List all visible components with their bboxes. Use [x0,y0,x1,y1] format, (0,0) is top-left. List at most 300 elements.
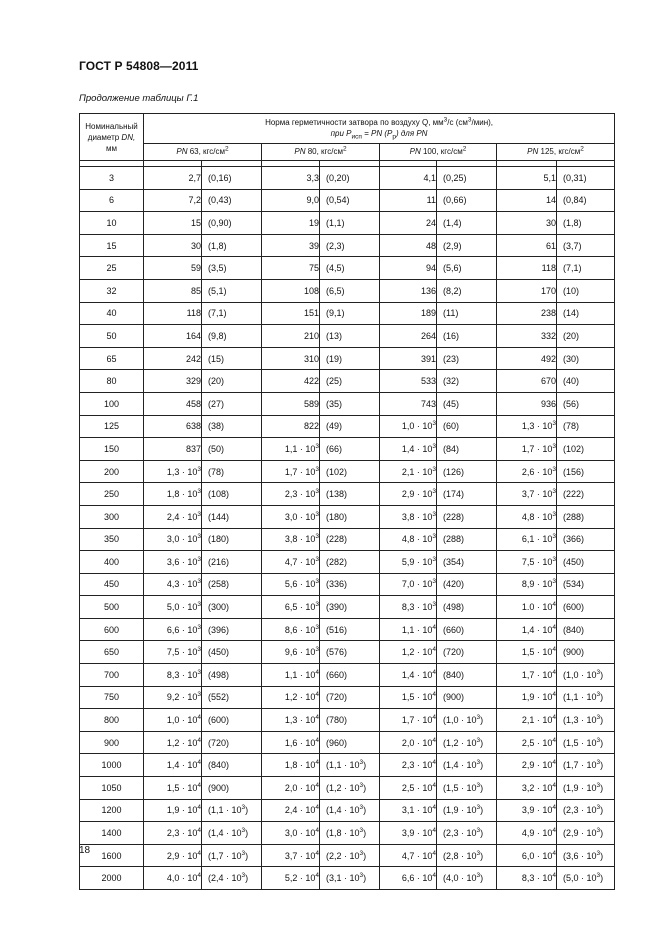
cell-leak-cm3min: (0,25) [437,167,497,190]
cell-leak-cm3min: $(2,4 \cdot 10^3)$ [202,867,262,890]
cell-leak-cm3min: $(3,1 \cdot 10^3)$ [320,867,380,890]
cell-leak-cm3min: (9,8) [202,325,262,348]
cell-leak-mm3s: $8,3 \cdot 10^3$ [144,664,202,687]
cell-leak-mm3s: 19 [262,212,320,235]
cell-leak-mm3s: 9,0 [262,189,320,212]
cell-leak-cm3min: (216) [202,551,262,574]
header-pn-column: PN 80, кгс/$см^2$ [262,143,380,160]
table-row [80,551,615,574]
cell-leak-cm3min: (534) [557,573,615,596]
table-row [80,822,615,845]
cell-leak-mm3s: 638 [144,415,202,438]
table-row [80,731,615,754]
cell-leak-mm3s: 61 [497,234,557,257]
cell-leak-cm3min: (288) [437,528,497,551]
cell-leak-cm3min: (35) [320,392,380,415]
cell-leak-mm3s: $2,1 \cdot 10^3$ [380,460,437,483]
cell-leak-cm3min: (720) [320,686,380,709]
table-row [80,279,615,302]
cell-leak-mm3s: $1,4 \cdot 10^3$ [380,438,437,461]
cell-leak-cm3min: (390) [320,596,380,619]
table-row [80,212,615,235]
cell-leak-cm3min: (13) [320,325,380,348]
cell-leak-cm3min: $(1,2 \cdot 10^3)$ [320,777,380,800]
cell-leak-mm3s: $1,2 \cdot 10^4$ [144,731,202,754]
table-row [80,709,615,732]
cell-dn: 80 [80,370,144,393]
cell-leak-cm3min: (282) [320,551,380,574]
cell-leak-mm3s: $2,4 \cdot 10^4$ [262,799,320,822]
cell-leak-cm3min: (420) [437,573,497,596]
cell-leak-mm3s: 238 [497,302,557,325]
cell-leak-mm3s: 14 [497,189,557,212]
cell-leak-cm3min: (180) [202,528,262,551]
cell-dn: 100 [80,392,144,415]
cell-leak-cm3min: $(1,4 \cdot 10^3)$ [202,822,262,845]
cell-leak-cm3min: (840) [437,664,497,687]
table-row [80,167,615,190]
cell-leak-cm3min: $(1,1 \cdot 10^3)$ [557,686,615,709]
cell-leak-cm3min: $(1,9 \cdot 10^3)$ [557,777,615,800]
cell-leak-cm3min: $(5,0 \cdot 10^3)$ [557,867,615,890]
cell-leak-mm3s: $4,8 \cdot 10^3$ [380,528,437,551]
cell-leak-cm3min: (900) [557,641,615,664]
table-row [80,460,615,483]
cell-leak-mm3s: $5,0 \cdot 10^3$ [144,596,202,619]
cell-dn: 32 [80,279,144,302]
cell-leak-cm3min: (288) [557,505,615,528]
cell-leak-mm3s: 332 [497,325,557,348]
cell-leak-cm3min: (2,3) [320,234,380,257]
cell-dn: 10 [80,212,144,235]
cell-leak-cm3min: (366) [557,528,615,551]
cell-dn: 15 [80,234,144,257]
cell-leak-mm3s: 458 [144,392,202,415]
cell-leak-mm3s: $1,5 \cdot 10^4$ [497,641,557,664]
cell-leak-cm3min: (900) [202,777,262,800]
cell-leak-mm3s: 242 [144,347,202,370]
cell-leak-mm3s: $1,4 \cdot 10^4$ [380,664,437,687]
cell-leak-mm3s: $1,5 \cdot 10^4$ [144,777,202,800]
cell-leak-cm3min: (0,31) [557,167,615,190]
table-row [80,234,615,257]
cell-leak-mm3s: $1,7 \cdot 10^4$ [380,709,437,732]
table-row [80,415,615,438]
cell-leak-mm3s: $1,2 \cdot 10^4$ [262,686,320,709]
cell-leak-cm3min: (144) [202,505,262,528]
cell-leak-cm3min: (20) [202,370,262,393]
cell-leak-mm3s: 2,7 [144,167,202,190]
cell-leak-mm3s: $1,7 \cdot 10^3$ [262,460,320,483]
cell-leak-cm3min: (60) [437,415,497,438]
cell-leak-mm3s: $3,0 \cdot 10^3$ [262,505,320,528]
table-row [80,528,615,551]
cell-leak-mm3s: $6,1 \cdot 10^3$ [497,528,557,551]
header-pn-column: PN 125, кгс/$см^2$ [497,143,615,160]
table-row [80,189,615,212]
cell-leak-mm3s: 164 [144,325,202,348]
cell-leak-cm3min: (450) [557,551,615,574]
table-row [80,347,615,370]
cell-leak-mm3s: $2,9 \cdot 10^3$ [380,483,437,506]
cell-leak-mm3s: $3,9 \cdot 10^4$ [497,799,557,822]
table-row [80,325,615,348]
cell-leak-mm3s: $9,6 \cdot 10^3$ [262,641,320,664]
cell-leak-cm3min: (1,4) [437,212,497,235]
cell-leak-cm3min: (3,5) [202,257,262,280]
cell-leak-mm3s: 75 [262,257,320,280]
cell-leak-cm3min: (0,90) [202,212,262,235]
cell-leak-cm3min: (138) [320,483,380,506]
cell-dn: 40 [80,302,144,325]
cell-dn: 1600 [80,844,144,867]
cell-leak-mm3s: $2,0 \cdot 10^4$ [380,731,437,754]
cell-leak-cm3min: $(3,6 \cdot 10^3)$ [557,844,615,867]
cell-leak-mm3s: $3,7 \cdot 10^4$ [262,844,320,867]
cell-leak-mm3s: 151 [262,302,320,325]
cell-leak-cm3min: (228) [437,505,497,528]
cell-leak-cm3min: (102) [557,438,615,461]
cell-leak-cm3min: (9,1) [320,302,380,325]
cell-leak-mm3s: $1,9 \cdot 10^4$ [144,799,202,822]
cell-dn: 250 [80,483,144,506]
cell-dn: 200 [80,460,144,483]
cell-leak-mm3s: $1,1 \cdot 10^4$ [380,618,437,641]
cell-leak-mm3s: 670 [497,370,557,393]
cell-dn: 3 [80,167,144,190]
table-row [80,392,615,415]
cell-dn: 50 [80,325,144,348]
cell-leak-mm3s: $6,6 \cdot 10^4$ [380,867,437,890]
cell-leak-mm3s: $4,8 \cdot 10^3$ [497,505,557,528]
cell-leak-cm3min: (78) [202,460,262,483]
cell-leak-mm3s: 94 [380,257,437,280]
cell-leak-mm3s: $7,0 \cdot 10^3$ [380,573,437,596]
cell-leak-mm3s: 48 [380,234,437,257]
cell-leak-cm3min: $(1,2 \cdot 10^3)$ [437,731,497,754]
cell-leak-mm3s: $3,8 \cdot 10^3$ [380,505,437,528]
table-row [80,686,615,709]
cell-leak-mm3s: $1,4 \cdot 10^4$ [144,754,202,777]
table-row [80,438,615,461]
cell-leak-mm3s: $8,9 \cdot 10^3$ [497,573,557,596]
cell-leak-cm3min: (498) [202,664,262,687]
table-row [80,867,615,890]
cell-leak-mm3s: 743 [380,392,437,415]
cell-leak-mm3s: 310 [262,347,320,370]
cell-dn: 2000 [80,867,144,890]
cell-leak-cm3min: (5,6) [437,257,497,280]
cell-leak-mm3s: 837 [144,438,202,461]
cell-leak-cm3min: (840) [202,754,262,777]
cell-leak-cm3min: (0,66) [437,189,497,212]
cell-leak-cm3min: $(1,1 \cdot 10^3)$ [202,799,262,822]
cell-leak-mm3s: $1,3 \cdot 10^3$ [144,460,202,483]
cell-leak-cm3min: (0,20) [320,167,380,190]
cell-leak-mm3s: $1,1 \cdot 10^3$ [262,438,320,461]
cell-leak-mm3s: $1,4 \cdot 10^4$ [497,618,557,641]
cell-leak-mm3s: 589 [262,392,320,415]
cell-leak-cm3min: (660) [320,664,380,687]
cell-leak-cm3min: $(1,7 \cdot 10^3)$ [557,754,615,777]
cell-leak-cm3min: $(1,4 \cdot 10^3)$ [437,754,497,777]
cell-leak-mm3s: 533 [380,370,437,393]
cell-leak-mm3s: 492 [497,347,557,370]
cell-leak-cm3min: (600) [557,596,615,619]
cell-leak-cm3min: (49) [320,415,380,438]
cell-leak-mm3s: $5,6 \cdot 10^3$ [262,573,320,596]
header-leakage-norm: Норма герметичности затвора по воздуху Q, $мм^3/с$ $(см^3/мин)$, при $P_{исп}$ = PN $(P_р)$ для PN [144,114,615,144]
cell-leak-cm3min: (19) [320,347,380,370]
cell-leak-cm3min: $(1,0 \cdot 10^3)$ [557,664,615,687]
cell-leak-mm3s: 118 [497,257,557,280]
cell-leak-cm3min: (174) [437,483,497,506]
cell-leak-cm3min: (300) [202,596,262,619]
cell-leak-cm3min: (20) [557,325,615,348]
cell-leak-mm3s: $1.0 \cdot 10^4$ [497,596,557,619]
cell-leak-mm3s: $8,6 \cdot 10^3$ [262,618,320,641]
cell-dn: 450 [80,573,144,596]
cell-leak-cm3min: (23) [437,347,497,370]
cell-leak-mm3s: $8,3 \cdot 10^4$ [497,867,557,890]
cell-leak-cm3min: $(4,0 \cdot 10^3)$ [437,867,497,890]
cell-leak-cm3min: (0,43) [202,189,262,212]
cell-leak-cm3min: $(2,9 \cdot 10^3)$ [557,822,615,845]
cell-leak-mm3s: $3,7 \cdot 10^3$ [497,483,557,506]
cell-leak-mm3s: $1,8 \cdot 10^3$ [144,483,202,506]
cell-leak-cm3min: (32) [437,370,497,393]
cell-leak-cm3min: (16) [437,325,497,348]
cell-leak-cm3min: $(1,5 \cdot 10^3)$ [437,777,497,800]
cell-leak-cm3min: (108) [202,483,262,506]
cell-leak-cm3min: (10) [557,279,615,302]
cell-leak-mm3s: 59 [144,257,202,280]
cell-leak-mm3s: $5,2 \cdot 10^4$ [262,867,320,890]
cell-leak-mm3s: $7,5 \cdot 10^3$ [497,551,557,574]
cell-leak-mm3s: $4,0 \cdot 10^4$ [144,867,202,890]
cell-leak-mm3s: $2,3 \cdot 10^4$ [144,822,202,845]
cell-leak-cm3min: (660) [437,618,497,641]
cell-dn: 750 [80,686,144,709]
header-pn-column: PN 63, кгс/$см^2$ [144,143,262,160]
cell-leak-cm3min: (720) [202,731,262,754]
page-number: 18 [79,845,91,856]
table-row [80,799,615,822]
cell-leak-cm3min: (900) [437,686,497,709]
cell-leak-cm3min: (56) [557,392,615,415]
cell-leak-mm3s: $2,4 \cdot 10^3$ [144,505,202,528]
cell-leak-cm3min: (2,9) [437,234,497,257]
table-row [80,573,615,596]
cell-leak-cm3min: (450) [202,641,262,664]
cell-leak-mm3s: 39 [262,234,320,257]
cell-dn: 125 [80,415,144,438]
cell-leak-mm3s: 3,3 [262,167,320,190]
table-continuation-caption: Продолжение таблицы Г.1 [79,93,199,104]
cell-leak-mm3s: 30 [144,234,202,257]
cell-leak-cm3min: $(1,9 \cdot 10^3)$ [437,799,497,822]
cell-leak-cm3min: (15) [202,347,262,370]
cell-leak-cm3min: $(2,3 \cdot 10^3)$ [437,822,497,845]
cell-leak-cm3min: (78) [557,415,615,438]
cell-leak-mm3s: $1,3 \cdot 10^4$ [262,709,320,732]
cell-leak-mm3s: $2,3 \cdot 10^4$ [380,754,437,777]
cell-leak-cm3min: (11) [437,302,497,325]
cell-leak-mm3s: 24 [380,212,437,235]
cell-leak-mm3s: 30 [497,212,557,235]
cell-leak-mm3s: $3,8 \cdot 10^3$ [262,528,320,551]
cell-leak-mm3s: $1,7 \cdot 10^3$ [497,438,557,461]
cell-leak-mm3s: $1,7 \cdot 10^4$ [497,664,557,687]
cell-leak-cm3min: (38) [202,415,262,438]
cell-leak-cm3min: $(1,0 \cdot 10^3)$ [437,709,497,732]
cell-leak-cm3min: $(1,1 \cdot 10^3)$ [320,754,380,777]
cell-leak-mm3s: $3,0 \cdot 10^3$ [144,528,202,551]
cell-leak-mm3s: $2,6 \cdot 10^3$ [497,460,557,483]
cell-leak-mm3s: 11 [380,189,437,212]
cell-leak-mm3s: 136 [380,279,437,302]
cell-leak-cm3min: (258) [202,573,262,596]
cell-leak-cm3min: (780) [320,709,380,732]
cell-dn: 6 [80,189,144,212]
table-row [80,777,615,800]
cell-leak-cm3min: $(1,8 \cdot 10^3)$ [320,822,380,845]
cell-leak-cm3min: (336) [320,573,380,596]
cell-leak-cm3min: (84) [437,438,497,461]
table-row [80,754,615,777]
cell-leak-cm3min: (40) [557,370,615,393]
cell-leak-mm3s: $7,5 \cdot 10^3$ [144,641,202,664]
cell-leak-mm3s: $2,3 \cdot 10^3$ [262,483,320,506]
cell-leak-cm3min: (30) [557,347,615,370]
cell-leak-cm3min: (102) [320,460,380,483]
cell-leak-mm3s: $4,7 \cdot 10^3$ [262,551,320,574]
cell-leak-cm3min: (720) [437,641,497,664]
table-row [80,664,615,687]
cell-dn: 25 [80,257,144,280]
table-row [80,505,615,528]
cell-leak-cm3min: (228) [320,528,380,551]
cell-leak-cm3min: (0,54) [320,189,380,212]
cell-leak-mm3s: $9,2 \cdot 10^3$ [144,686,202,709]
leakage-norm-table [79,113,615,890]
table-row [80,370,615,393]
cell-leak-cm3min: (156) [557,460,615,483]
cell-dn: 400 [80,551,144,574]
cell-leak-mm3s: $6,0 \cdot 10^4$ [497,844,557,867]
cell-leak-cm3min: (5,1) [202,279,262,302]
cell-leak-mm3s: 15 [144,212,202,235]
cell-leak-cm3min: (7,1) [202,302,262,325]
cell-leak-cm3min: $(1,5 \cdot 10^3)$ [557,731,615,754]
cell-leak-cm3min: (27) [202,392,262,415]
cell-dn: 900 [80,731,144,754]
cell-leak-cm3min: (840) [557,618,615,641]
cell-leak-cm3min: $(1,3 \cdot 10^3)$ [557,709,615,732]
cell-leak-cm3min: (3,7) [557,234,615,257]
table-row [80,596,615,619]
cell-leak-mm3s: $4,3 \cdot 10^3$ [144,573,202,596]
cell-dn: 300 [80,505,144,528]
cell-leak-cm3min: (396) [202,618,262,641]
cell-leak-cm3min: (1,8) [557,212,615,235]
cell-leak-mm3s: 822 [262,415,320,438]
cell-leak-mm3s: 391 [380,347,437,370]
cell-dn: 150 [80,438,144,461]
header-nominal-diameter: Номинальный диаметр DN, мм [80,114,144,161]
cell-leak-mm3s: $3,1 \cdot 10^4$ [380,799,437,822]
cell-leak-cm3min: $(2,3 \cdot 10^3)$ [557,799,615,822]
cell-leak-cm3min: $(1,7 \cdot 10^3)$ [202,844,262,867]
cell-dn: 1000 [80,754,144,777]
cell-leak-mm3s: 118 [144,302,202,325]
cell-dn: 800 [80,709,144,732]
cell-leak-mm3s: $5,9 \cdot 10^3$ [380,551,437,574]
cell-dn: 600 [80,618,144,641]
cell-leak-mm3s: $2,5 \cdot 10^4$ [497,731,557,754]
cell-leak-cm3min: $(2,2 \cdot 10^3)$ [320,844,380,867]
cell-leak-mm3s: $2,1 \cdot 10^4$ [497,709,557,732]
cell-leak-cm3min: (6,5) [320,279,380,302]
cell-leak-mm3s: $4,9 \cdot 10^4$ [497,822,557,845]
cell-leak-mm3s: $2,0 \cdot 10^4$ [262,777,320,800]
cell-leak-cm3min: (354) [437,551,497,574]
table-row [80,257,615,280]
table-row [80,844,615,867]
cell-leak-cm3min: (0,84) [557,189,615,212]
cell-dn: 650 [80,641,144,664]
cell-leak-mm3s: $1,3 \cdot 10^3$ [497,415,557,438]
cell-leak-cm3min: (45) [437,392,497,415]
cell-leak-cm3min: (600) [202,709,262,732]
cell-leak-mm3s: $1,1 \cdot 10^4$ [262,664,320,687]
cell-leak-mm3s: $3,2 \cdot 10^4$ [497,777,557,800]
cell-leak-mm3s: $1,0 \cdot 10^3$ [380,415,437,438]
cell-leak-mm3s: $6,5 \cdot 10^3$ [262,596,320,619]
cell-leak-mm3s: $8,3 \cdot 10^3$ [380,596,437,619]
cell-leak-mm3s: $1,8 \cdot 10^4$ [262,754,320,777]
cell-leak-mm3s: $1,5 \cdot 10^4$ [380,686,437,709]
cell-leak-mm3s: $2,5 \cdot 10^4$ [380,777,437,800]
cell-leak-mm3s: $3,9 \cdot 10^4$ [380,822,437,845]
cell-leak-cm3min: (576) [320,641,380,664]
cell-leak-cm3min: (552) [202,686,262,709]
cell-leak-mm3s: 5,1 [497,167,557,190]
cell-leak-cm3min: (960) [320,731,380,754]
cell-leak-mm3s: 85 [144,279,202,302]
cell-dn: 700 [80,664,144,687]
cell-leak-mm3s: 264 [380,325,437,348]
cell-leak-cm3min: (1,8) [202,234,262,257]
cell-leak-cm3min: (516) [320,618,380,641]
cell-leak-cm3min: (4,5) [320,257,380,280]
cell-leak-mm3s: 4,1 [380,167,437,190]
cell-dn: 500 [80,596,144,619]
cell-leak-cm3min: (0,16) [202,167,262,190]
cell-dn: 1400 [80,822,144,845]
cell-dn: 65 [80,347,144,370]
table-row [80,618,615,641]
cell-leak-cm3min: (50) [202,438,262,461]
table-row [80,483,615,506]
cell-leak-mm3s: 329 [144,370,202,393]
cell-leak-cm3min: (66) [320,438,380,461]
cell-leak-cm3min: (222) [557,483,615,506]
cell-dn: 1050 [80,777,144,800]
header-pn-column: PN 100, кгс/$см^2$ [380,143,497,160]
table-row [80,302,615,325]
standard-title: ГОСТ Р 54808—2011 [79,59,199,73]
